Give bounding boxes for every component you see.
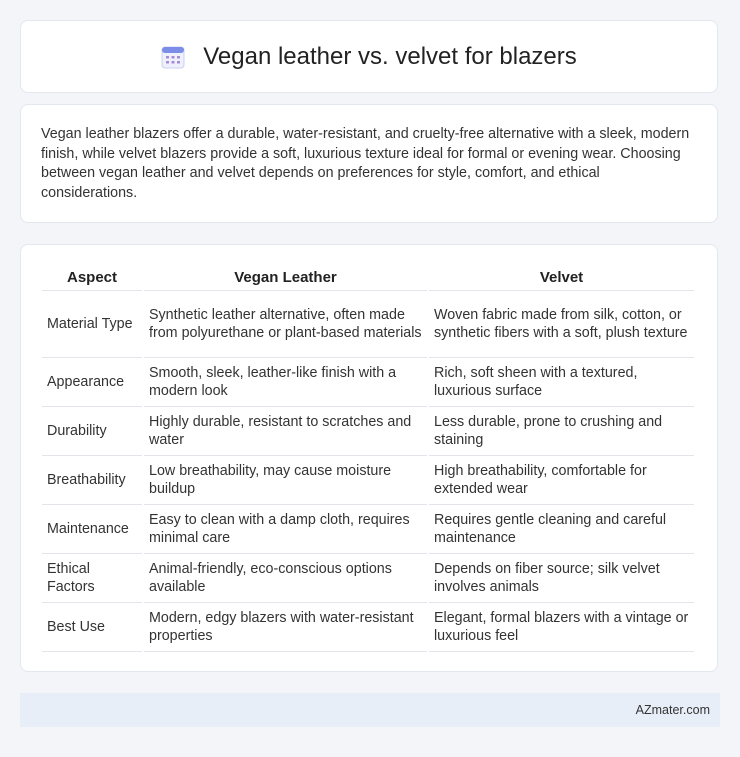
cell-vegan-leather: Smooth, sleek, leather-like finish with a modern look	[144, 358, 427, 407]
intro-text: Vegan leather blazers offer a durable, water-resistant, and cruelty-free alternative with a sleek, modern finish, while velvet blazers provide a soft, luxurious texture ideal for formal or evening wear. Choosing between vegan leather and velvet depends on preferences for style, comfort, and ethical considerations.	[41, 126, 690, 201]
cell-vegan-leather: Highly durable, resistant to scratches and water	[144, 407, 427, 456]
cell-vegan-leather: Animal-friendly, eco-conscious options available	[144, 554, 427, 603]
comparison-card	[20, 244, 718, 672]
table-header-row	[42, 265, 694, 291]
cell-aspect: Breathability	[42, 456, 142, 505]
header-vegan-leather: Vegan Leather	[144, 265, 427, 291]
cell-aspect: Maintenance	[42, 505, 142, 554]
table-row	[42, 291, 694, 358]
cell-velvet: Woven fabric made from silk, cotton, or synthetic fibers with a soft, plush texture	[429, 291, 694, 358]
cell-vegan-leather: Synthetic leather alternative, often made from polyurethane or plant-based materials	[144, 291, 427, 358]
cell-aspect: Durability	[42, 407, 142, 456]
calendar-icon	[161, 45, 185, 69]
cell-velvet: Less durable, prone to crushing and staining	[429, 407, 694, 456]
table-row	[42, 358, 694, 407]
title-card	[20, 20, 718, 93]
table-row	[42, 554, 694, 603]
comparison-table	[40, 265, 696, 652]
cell-aspect: Material Type	[42, 291, 142, 358]
table-row	[42, 603, 694, 652]
cell-velvet: Requires gentle cleaning and careful maintenance	[429, 505, 694, 554]
table-row	[42, 505, 694, 554]
footer-brand: AZmater.com	[635, 703, 710, 717]
cell-velvet: Elegant, formal blazers with a vintage or luxurious feel	[429, 603, 694, 652]
intro-card	[20, 104, 718, 223]
header-velvet: Velvet	[429, 265, 694, 291]
cell-velvet: Depends on fiber source; silk velvet involves animals	[429, 554, 694, 603]
cell-vegan-leather: Low breathability, may cause moisture buildup	[144, 456, 427, 505]
cell-aspect: Ethical Factors	[42, 554, 142, 603]
cell-velvet: Rich, soft sheen with a textured, luxurious surface	[429, 358, 694, 407]
header-aspect: Aspect	[42, 265, 142, 291]
cell-vegan-leather: Modern, edgy blazers with water-resistant properties	[144, 603, 427, 652]
footer	[20, 693, 720, 727]
page-title: Vegan leather vs. velvet for blazers	[203, 42, 577, 70]
table-row	[42, 407, 694, 456]
table-row	[42, 456, 694, 505]
cell-vegan-leather: Easy to clean with a damp cloth, requires minimal care	[144, 505, 427, 554]
cell-aspect: Best Use	[42, 603, 142, 652]
cell-aspect: Appearance	[42, 358, 142, 407]
cell-velvet: High breathability, comfortable for extended wear	[429, 456, 694, 505]
